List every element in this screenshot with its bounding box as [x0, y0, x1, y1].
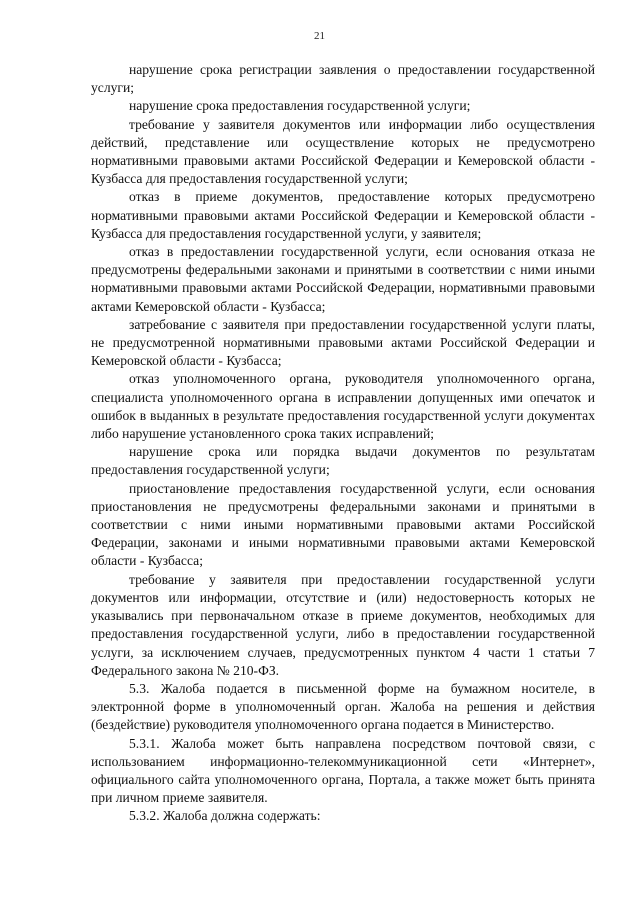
paragraph-typo-correction-refusal: отказ уполномоченного органа, руководителя уполномоченного органа, специалиста уполномоченного органа в исправлении допущенных ими опечаток и ошибок в выданных в результате предоставления государственной услуги документах либо нарушение установленного срока таких исправлений; — [91, 371, 595, 442]
paragraph-extra-documents-demand: требование у заявителя документов или информации либо осуществления действий, представление или осуществление которых не предусмотрено нормативными правовыми актами Российской Федерации и Кемеровской области - Кузбасса для предоставления государственной услуги; — [91, 116, 595, 187]
paragraph-refusal-to-accept: отказ в приеме документов, предоставление которых предусмотрено нормативными правовыми актами Российской Федерации и Кемеровской области - Кузбасса для предоставления государственной услуги, у заявителя; — [91, 189, 595, 241]
paragraph-refusal-of-service: отказ в предоставлении государственной услуги, если основания отказа не предусмотрены федеральными законами и принятыми в соответствии с ними иными нормативными правовыми актами Российской Федерации, нормативными правовыми актами Кемеровской области - Кузбасса; — [91, 244, 595, 314]
document-body — [91, 61, 595, 826]
paragraph-fee-demand: затребование с заявителя при предоставлении государственной услуги платы, не предусмотренной нормативными правовыми актами Российской Федерации и Кемеровской области - Кузбасса; — [91, 316, 595, 369]
paragraph-deadline-violation: нарушение срока предоставления государственной услуги; — [129, 98, 471, 114]
paragraph-missing-info-demand: требование у заявителя при предоставлении государственной услуги документов или информации, отсутствие и (или) недостоверность которых не указывались при первоначальном отказе в приеме документов, необходимых для предоставления государственной услуги, либо в предоставлении государственной услуги, за исключением случаев, предусмотренных пунктом 4 части 1 статьи 7 Федерального закона № 210-ФЗ. — [91, 571, 595, 678]
paragraph-suspension: приостановление предоставления государственной услуги, если основания приостановления не предусмотрены федеральными законами и принятыми в соответствии с ними иными нормативными правовыми актами Российской Федерации, законами и иными нормативными правовыми актами Кемеровской области - Кузбасса; — [91, 480, 595, 569]
paragraph-section-5-3-2: 5.3.2. Жалоба должна содержать: — [129, 808, 321, 824]
paragraph-section-5-3-1: 5.3.1. Жалоба может быть направлена посредством почтовой связи, с использованием информационно-телекоммуникационной сети «Интернет», официального сайта уполномоченного органа, Портала, а также может быть принята при личном приеме заявителя. — [91, 735, 595, 806]
page-number: 21 — [314, 30, 325, 42]
paragraph-section-5-3: 5.3. Жалоба подается в письменной форме на бумажном носителе, в электронной форме в уполномоченный орган. Жалоба на решения и действия (бездействие) руководителя уполномоченного органа подается в Министерство. — [91, 680, 595, 733]
paragraph-issuance-violation: нарушение срока или порядка выдачи документов по результатам предоставления государственной услуги; — [91, 444, 595, 478]
paragraph-registration-violation: нарушение срока регистрации заявления о предоставлении государственной услуги; — [91, 62, 595, 96]
